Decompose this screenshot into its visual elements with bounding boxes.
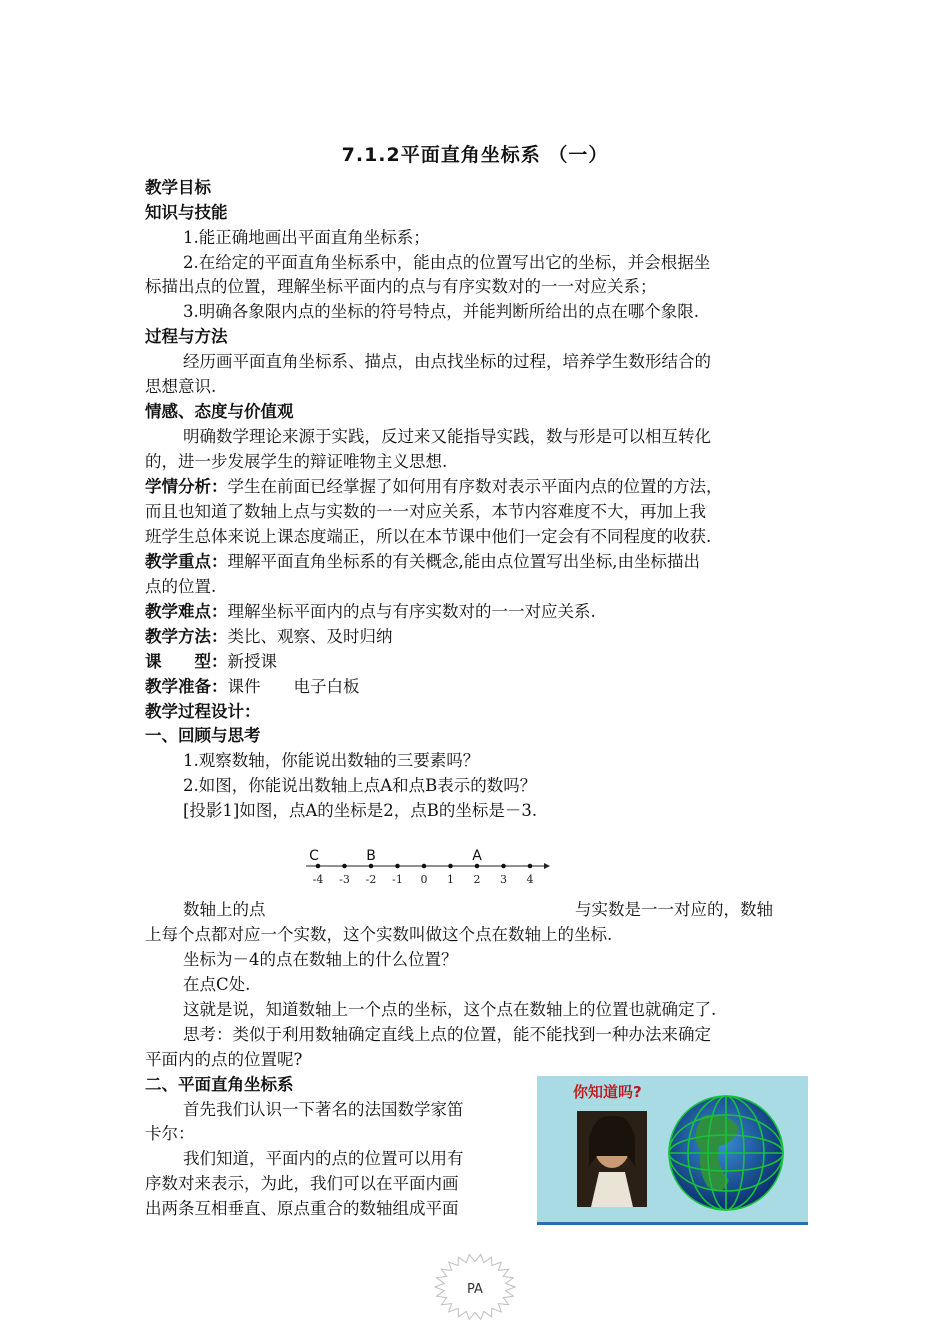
text-line: 数轴上的点 — [183, 900, 266, 919]
text-line: 教学准备：课件 电子白板 — [145, 677, 360, 696]
number-line-tick-label: 2 — [473, 873, 481, 886]
label-nandian: 教学难点： — [145, 602, 228, 621]
number-line-tick-label: -3 — [339, 873, 350, 886]
text-line: 教学重点：理解平面直角坐标系的有关概念,能由点位置写出坐标,由坐标描出 — [145, 552, 700, 571]
text-line: 上每个点都对应一个实数，这个实数叫做这个点在数轴上的坐标. — [145, 925, 613, 944]
heading-knowledge: 知识与技能 — [145, 203, 228, 222]
number-line-point — [475, 864, 480, 869]
portrait-image — [577, 1111, 647, 1207]
text-line: 明确数学理论来源于实践，反过来又能指导实践，数与形是可以相互转化 — [183, 427, 711, 446]
text-line: 2.在给定的平面直角坐标系中，能由点的位置写出它的坐标，并会根据坐 — [183, 253, 711, 272]
number-line-tick-label: -2 — [365, 873, 377, 886]
number-line-tick-label: 4 — [526, 873, 534, 886]
text-line: 3.明确各象限内点的坐标的符号特点，并能判断所给出的点在哪个象限. — [183, 302, 699, 321]
stamp-text: PA — [467, 1282, 483, 1297]
number-line-point-label: C — [309, 848, 319, 864]
globe-image — [669, 1096, 783, 1210]
heading-section-1: 一、回顾与思考 — [145, 726, 261, 745]
arrow-icon — [544, 863, 550, 869]
image-caption: 你知道吗? — [573, 1083, 642, 1101]
number-line-tick-label: 0 — [420, 873, 428, 886]
stamp-logo — [432, 1252, 518, 1322]
number-line-tick-label: 1 — [447, 873, 454, 886]
text-line: 标描出点的位置，理解坐标平面内的点与有序实数对的一一对应关系； — [145, 277, 657, 296]
text-line: 1.观察数轴，你能说出数轴的三要素吗？ — [183, 751, 480, 770]
heading-process-design: 教学过程设计： — [145, 702, 261, 721]
number-line-point — [395, 864, 400, 869]
text-line: 课 型：新授课 — [145, 652, 277, 671]
text-line: 2.如图，你能说出数轴上点A和点B表示的数吗？ — [183, 776, 537, 795]
number-line-point — [369, 864, 374, 869]
text-line: 与实数是一一对应的，数轴 — [575, 900, 773, 919]
label-xueqing: 学情分析： — [145, 477, 228, 496]
text-line: 学情分析：学生在前面已经掌握了如何用有序数对表示平面内点的位置的方法， — [145, 477, 723, 496]
text-line: 教学难点：理解坐标平面内的点与有序实数对的一一对应关系. — [145, 602, 596, 621]
label-zhunbei: 教学准备： — [145, 677, 228, 696]
text-line: 思考：类似于利用数轴确定直线上点的位置，能不能找到一种办法来确定 — [183, 1025, 711, 1044]
heading-goals: 教学目标 — [145, 178, 211, 197]
number-line-tick-label: 3 — [500, 873, 507, 886]
number-line-tick-label: -1 — [392, 873, 403, 886]
descartes-globe-image — [537, 1076, 808, 1227]
text-line: 教学方法：类比、观察、及时归纳 — [145, 627, 393, 646]
text-line: 班学生总体来说上课态度端正，所以在本节课中他们一定会有不同程度的收获. — [145, 527, 712, 546]
text-line: 我们知道，平面内的点的位置可以用有 — [183, 1149, 464, 1168]
text-line: 经历画平面直角坐标系、描点，由点找坐标的过程，培养学生数形结合的 — [183, 352, 711, 371]
number-line-point — [501, 864, 506, 869]
text-line: 首先我们认识一下著名的法国数学家笛 — [183, 1100, 464, 1119]
number-line-point — [448, 864, 453, 869]
text-line: 而且也知道了数轴上点与实数的一一对应关系，本节内容难度不大，再加上我 — [145, 502, 706, 521]
number-line-point-label: B — [366, 848, 376, 864]
text-line: [投影1]如图，点A的坐标是2，点B的坐标是－3. — [183, 801, 538, 820]
number-line-tick-label: -4 — [312, 873, 324, 886]
number-line-figure — [300, 840, 560, 890]
heading-process: 过程与方法 — [145, 327, 228, 346]
text-line: 卡尔： — [145, 1124, 195, 1143]
text-line: 在点C处. — [183, 975, 251, 994]
text-line: 点的位置. — [145, 577, 217, 596]
text-line: 序数对来表示，为此，我们可以在平面内画 — [145, 1174, 459, 1193]
text-line: 平面内的点的位置呢? — [145, 1050, 303, 1069]
label-fangfa: 教学方法： — [145, 627, 228, 646]
number-line-point — [316, 864, 321, 869]
number-line-point-label: A — [472, 848, 482, 864]
number-line-point — [342, 864, 347, 869]
label-zhongdian: 教学重点： — [145, 552, 228, 571]
heading-section-2: 二、平面直角坐标系 — [145, 1075, 294, 1094]
heading-emotion: 情感、态度与价值观 — [145, 402, 294, 421]
number-line-point — [422, 864, 427, 869]
number-line-point — [528, 864, 533, 869]
text-line: 出两条互相垂直、原点重合的数轴组成平面 — [145, 1199, 459, 1218]
text-line: 的，进一步发展学生的辩证唯物主义思想. — [145, 452, 448, 471]
text-line: 思想意识. — [145, 377, 217, 396]
text-line: 坐标为－4的点在数轴上的什么位置？ — [183, 950, 458, 969]
text-line: 1.能正确地画出平面直角坐标系； — [183, 228, 430, 247]
page-title: 7.1.2平面直角坐标系 （一） — [341, 144, 609, 166]
text-line: 这就是说，知道数轴上一个点的坐标，这个点在数轴上的位置也就确定了. — [183, 1000, 717, 1019]
label-kexing: 课 型： — [145, 652, 228, 671]
